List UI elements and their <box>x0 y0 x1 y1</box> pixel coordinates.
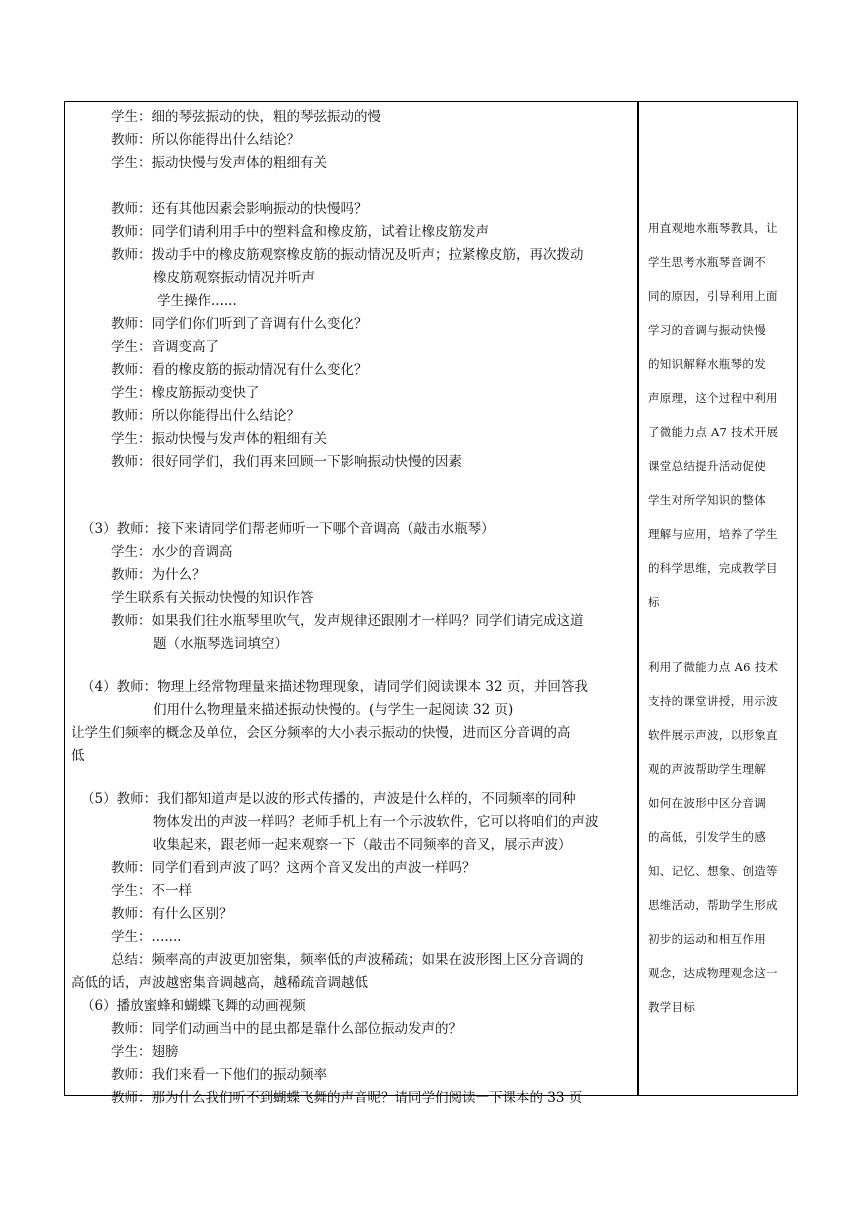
lesson-line: 总结：频率高的声波更加密集，频率低的声波稀疏；如果在波形图上区分音调的 <box>111 952 584 968</box>
design-note-line: 软件展示声波，以形象直 <box>648 728 778 742</box>
design-note-line: 的科学思维，完成教学目 <box>648 561 778 575</box>
lesson-line: 学生：细的琴弦振动的快，粗的琴弦振动的慢 <box>111 109 381 125</box>
design-note-line: 学生对所学知识的整体 <box>648 493 766 507</box>
lesson-line: （6）播放蜜蜂和蝴蝶飞舞的动画视频 <box>81 998 306 1014</box>
design-note-line: 用直观地水瓶琴教具，让 <box>648 221 778 235</box>
lesson-line: 低 <box>71 748 85 764</box>
lesson-line: 学生操作...... <box>157 293 237 309</box>
lesson-line: 学生：不一样 <box>111 883 192 899</box>
lesson-line: 学生：振动快慢与发声体的粗细有关 <box>111 431 327 447</box>
lesson-line: 教师：所以你能得出什么结论？ <box>111 408 300 424</box>
design-note-line: 的高低，引发学生的感 <box>648 830 766 844</box>
lesson-line: 教师：我们来看一下他们的振动频率 <box>111 1067 327 1083</box>
design-note-line: 学习的音调与振动快慢 <box>648 323 766 337</box>
lesson-line: 学生：水少的音调高 <box>111 544 233 560</box>
lesson-line: （3）教师：接下来请同学们帮老师听一下哪个音调高（敲击水瓶琴） <box>81 521 495 537</box>
lesson-line: 学生联系有关振动快慢的知识作答 <box>111 590 314 606</box>
design-note-line: 声原理，这个过程中利用 <box>648 391 778 405</box>
design-note-line: 理解与应用，培养了学生 <box>648 527 778 541</box>
design-note-line: 观的声波帮助学生理解 <box>648 762 766 776</box>
lesson-line: 教师：同学们请利用手中的塑料盒和橡皮筋，试着让橡皮筋发声 <box>111 224 489 240</box>
lesson-line: 收集起来，跟老师一起来观察一下（敲击不同频率的音叉，展示声波） <box>153 837 572 853</box>
design-intent-column <box>641 102 799 1095</box>
lesson-line: 学生：橡皮筋振动变快了 <box>111 385 260 401</box>
design-note-line: 观念，达成物理观念这一 <box>648 966 778 980</box>
lesson-line: 学生：振动快慢与发声体的粗细有关 <box>111 155 327 171</box>
lesson-line: （5）教师：我们都知道声是以波的形式传播的，声波是什么样的，不同频率的同种 <box>81 791 576 807</box>
design-note-line: 教学目标 <box>648 1000 696 1014</box>
lesson-process-column <box>65 102 637 1106</box>
lesson-line: （4）教师：物理上经常物理量来描述物理现象，请同学们阅读课本 32 页，并回答我 <box>81 679 588 695</box>
lesson-line: 橡皮筋观察振动情况并听声 <box>153 270 315 286</box>
lesson-line: 物体发出的声波一样吗？老师手机上有一个示波软件，它可以将咱们的声波 <box>153 814 599 830</box>
lesson-line: 教师：看的橡皮筋的振动情况有什么变化？ <box>111 362 368 378</box>
lesson-line: 高低的话，声波越密集音调越高，越稀疏音调越低 <box>71 975 368 991</box>
lesson-table <box>64 101 798 1106</box>
lesson-line: 教师：同学们你们听到了音调有什么变化？ <box>111 316 368 332</box>
lesson-line: 教师：很好同学们，我们再来回顾一下影响振动快慢的因素 <box>111 454 462 470</box>
design-note-line: 利用了微能力点 A6 技术 <box>648 660 779 674</box>
design-note-line: 标 <box>648 595 660 609</box>
column-divider <box>637 102 639 1095</box>
lesson-line: 教师：同学们看到声波了吗？这两个音叉发出的声波一样吗？ <box>111 860 476 876</box>
lesson-line: 教师：还有其他因素会影响振动的快慢吗？ <box>111 201 368 217</box>
lesson-line: 教师：如果我们往水瓶琴里吹气，发声规律还跟刚才一样吗？同学们请完成这道 <box>111 613 584 629</box>
design-note-line: 课堂总结提升活动促使 <box>648 459 766 473</box>
lesson-line: 学生：....... <box>111 929 182 945</box>
lesson-line: 教师：所以你能得出什么结论？ <box>111 132 300 148</box>
design-note-line: 思维活动，帮助学生形成 <box>648 898 778 912</box>
design-note-line: 如何在波形中区分音调 <box>648 796 766 810</box>
lesson-line: 教师：为什么？ <box>111 567 206 583</box>
design-note-line: 的知识解释水瓶琴的发 <box>648 357 766 371</box>
design-note-line: 了微能力点 A7 技术开展 <box>648 425 779 439</box>
lesson-line: 学生：音调变高了 <box>111 339 219 355</box>
design-note-line: 支持的课堂讲授，用示波 <box>648 694 778 708</box>
lesson-line: 教师：有什么区别？ <box>111 906 233 922</box>
design-note-line: 学生思考水瓶琴音调不 <box>648 255 766 269</box>
design-note-line: 初步的运动和相互作用 <box>648 932 766 946</box>
lesson-line: 学生：翅膀 <box>111 1044 179 1060</box>
lesson-line: 教师：同学们动画当中的昆虫都是靠什么部位振动发声的？ <box>111 1021 462 1037</box>
design-note-line: 知、记忆、想象、创造等 <box>648 864 778 878</box>
lesson-line: 们用什么物理量来描述振动快慢的。(与学生一起阅读 32 页) <box>153 702 514 718</box>
lesson-line: 题（水瓶琴选词填空） <box>153 636 288 652</box>
lesson-line: 让学生们频率的概念及单位，会区分频率的大小表示振动的快慢，进而区分音调的高 <box>71 725 571 741</box>
design-note-line: 同的原因，引导利用上面 <box>648 289 778 303</box>
lesson-line: 教师：那为什么我们听不到蝴蝶飞舞的声音呢？请同学们阅读一下课本的 33 页 <box>111 1090 583 1106</box>
lesson-line: 教师：拨动手中的橡皮筋观察橡皮筋的振动情况及听声；拉紧橡皮筋，再次拨动 <box>111 247 584 263</box>
